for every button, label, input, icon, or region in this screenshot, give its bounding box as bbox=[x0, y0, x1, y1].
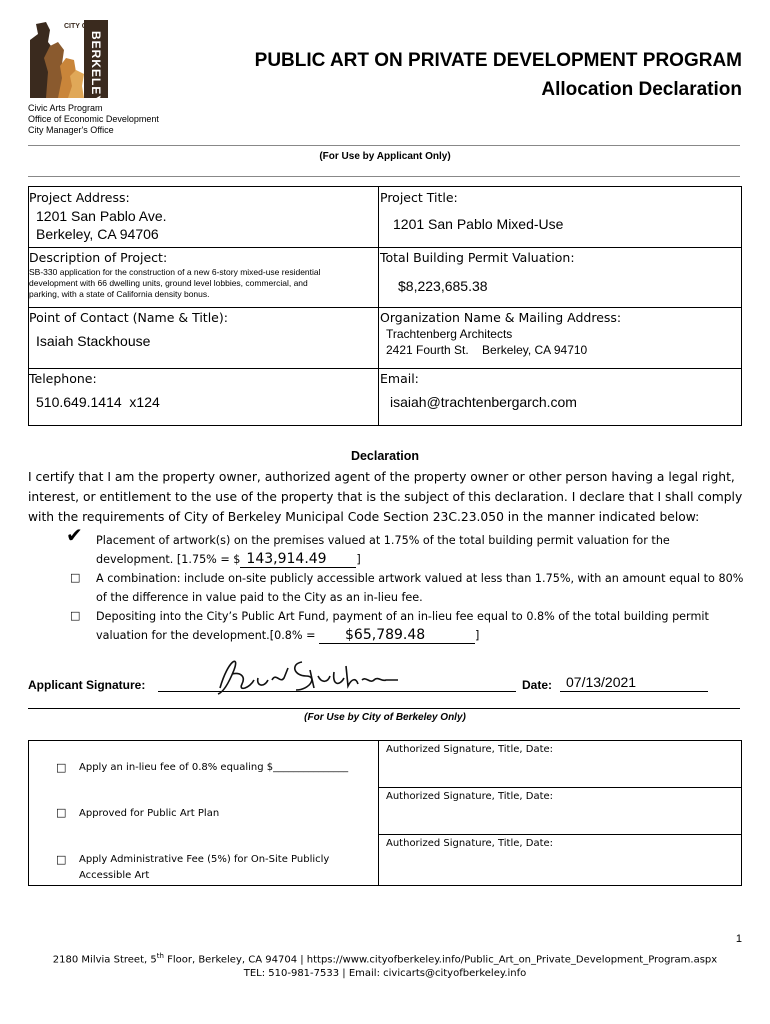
email-field[interactable]: isaiah@trachtenbergarch.com bbox=[390, 394, 577, 410]
city-table-column-divider bbox=[378, 740, 379, 886]
city-of-berkeley-logo bbox=[28, 20, 108, 105]
declaration-paragraph: I certify that I am the property owner, authorized agent of the property owner or other person having a legal right, interest, or entitlement to the use of the property that is the subject of this declaration. I declare that I shall comply with the requirements of City of Berkeley Municipal Code Section 23C.23.050 in the manner indicated below: bbox=[28, 470, 743, 524]
city-item3-line2: Accessible Art bbox=[79, 870, 150, 881]
option1-amount-field[interactable]: 143,914.49 bbox=[240, 552, 356, 568]
option3-text: Depositing into the City’s Public Art Fund, payment of an in-lieu fee equal to 0.8% of the total building permit valuation for the development.[0.8% = $65,789.48 ] bbox=[96, 610, 709, 643]
form-row-divider bbox=[28, 247, 378, 248]
option1-checkmark-icon[interactable]: ✔ bbox=[66, 525, 83, 547]
page-subtitle: Allocation Declaration bbox=[541, 79, 742, 100]
description-line[interactable]: parking, with a state of California density bonus. bbox=[29, 289, 210, 299]
use-by-applicant-note: (For Use by Applicant Only) bbox=[319, 151, 451, 162]
city-item1-checkbox-icon[interactable]: □ bbox=[56, 761, 67, 774]
valuation-field[interactable]: $8,223,685.38 bbox=[398, 278, 488, 294]
project-title-label: Project Title: bbox=[380, 190, 458, 205]
declaration-heading: Declaration bbox=[350, 449, 420, 463]
signature-label: Applicant Signature: bbox=[28, 678, 146, 692]
project-address-line1[interactable]: 1201 San Pablo Ave. bbox=[36, 208, 167, 224]
city-item3-checkbox-icon[interactable]: □ bbox=[56, 853, 67, 866]
valuation-label: Total Building Permit Valuation: bbox=[380, 250, 575, 265]
handwritten-signature bbox=[210, 650, 410, 703]
form-row-divider bbox=[378, 247, 742, 248]
use-by-city-note: (For Use by City of Berkeley Only) bbox=[304, 712, 466, 723]
date-label: Date: bbox=[522, 678, 553, 692]
city-table-row-divider bbox=[378, 834, 742, 835]
telephone-label: Telephone: bbox=[29, 371, 97, 386]
option2-text: A combination: include on-site publicly accessible artwork valued at less than 1.75%, with an amount equal to 80% of the difference in value paid to the City as an in-lieu fee. bbox=[96, 572, 744, 604]
authorized-signature-label: Authorized Signature, Title, Date: bbox=[386, 791, 554, 802]
footer-address: 2180 Milvia Street, 5th Floor, Berkeley, CA 94704 | https://www.cityofberkeley.info/Public_Art_on_Private_Development_Program.aspx bbox=[52, 952, 718, 966]
option2-checkbox-icon[interactable]: □ bbox=[70, 571, 81, 584]
office-line: City Manager's Office bbox=[28, 125, 114, 135]
city-item3-line1: Apply Administrative Fee (5%) for On-Site Publicly bbox=[79, 854, 330, 865]
email-label: Email: bbox=[380, 371, 419, 386]
form-row-divider bbox=[28, 307, 742, 308]
project-title-field[interactable]: 1201 San Pablo Mixed-Use bbox=[393, 216, 564, 232]
description-label: Description of Project: bbox=[29, 250, 168, 265]
authorized-signature-label: Authorized Signature, Title, Date: bbox=[386, 744, 554, 755]
project-address-label: Project Address: bbox=[29, 190, 130, 205]
form-column-divider bbox=[378, 186, 379, 426]
office-line: Office of Economic Development bbox=[28, 114, 159, 124]
logo-berkeley-text: BERKELEY bbox=[89, 31, 103, 105]
contact-field[interactable]: Isaiah Stackhouse bbox=[36, 333, 151, 349]
divider bbox=[28, 176, 740, 177]
city-item2-checkbox-icon[interactable]: □ bbox=[56, 806, 67, 819]
option1-text: Placement of artwork(s) on the premises valued at 1.75% of the total building permit valuation for the development. [1.75% = $ 143,914.49 ] bbox=[96, 534, 670, 567]
organization-label: Organization Name & Mailing Address: bbox=[380, 310, 622, 325]
project-address-line2[interactable]: Berkeley, CA 94706 bbox=[36, 226, 159, 242]
city-item1-text: Apply an in-lieu fee of 0.8% equaling $_______________ bbox=[79, 762, 349, 773]
form-row-divider bbox=[28, 368, 742, 369]
option3-amount-field[interactable]: $65,789.48 bbox=[319, 628, 475, 644]
contact-label: Point of Contact (Name & Title): bbox=[29, 310, 228, 325]
organization-line1[interactable]: Trachtenberg Architects bbox=[386, 327, 513, 341]
organization-line2[interactable]: 2421 Fourth St. Berkeley, CA 94710 bbox=[386, 343, 588, 357]
footer-contact: TEL: 510-981-7533 | Email: civicarts@cityofberkeley.info bbox=[243, 968, 527, 979]
city-table-row-divider bbox=[378, 787, 742, 788]
divider bbox=[28, 145, 740, 146]
logo-city-of-text: CITY OF bbox=[64, 23, 92, 30]
page-number: 1 bbox=[735, 933, 742, 945]
option3-checkbox-icon[interactable]: □ bbox=[70, 609, 81, 622]
description-line[interactable]: development with 66 dwelling units, ground level lobbies, commercial, and bbox=[29, 278, 308, 288]
city-item2-text: Approved for Public Art Plan bbox=[79, 808, 220, 819]
office-line: Civic Arts Program bbox=[28, 103, 103, 113]
telephone-field[interactable]: 510.649.1414 x124 bbox=[36, 394, 160, 410]
page-title: PUBLIC ART ON PRIVATE DEVELOPMENT PROGRAM bbox=[254, 50, 742, 71]
divider bbox=[28, 708, 740, 709]
authorized-signature-label: Authorized Signature, Title, Date: bbox=[386, 838, 554, 849]
date-field[interactable]: 07/13/2021 bbox=[560, 674, 708, 692]
description-line[interactable]: SB-330 application for the construction of a new 6-story mixed-use residential bbox=[29, 267, 321, 277]
